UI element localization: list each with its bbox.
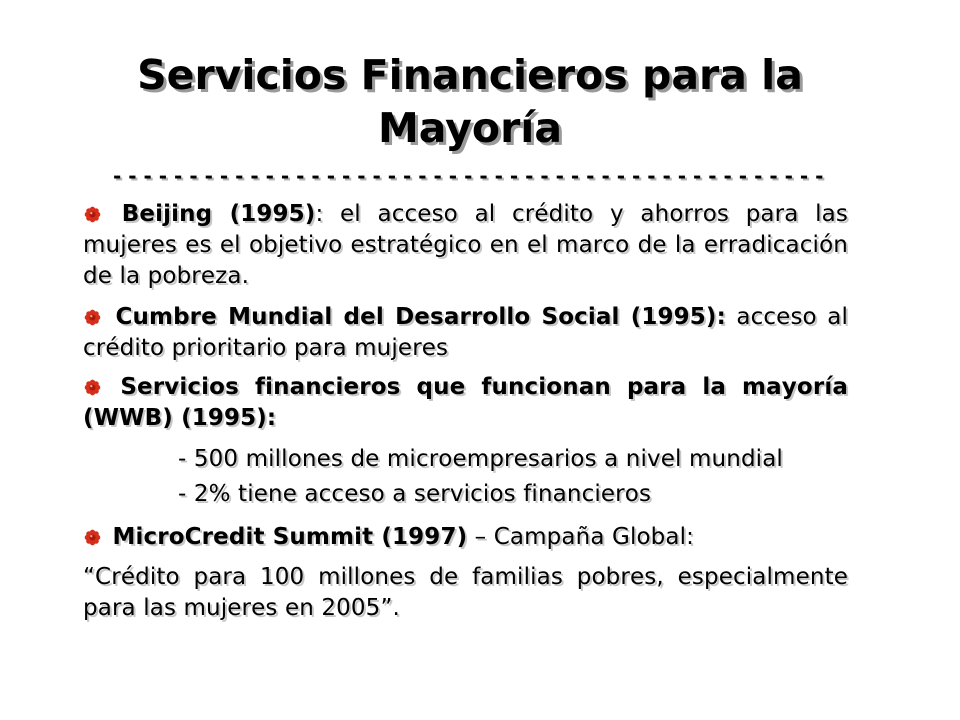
campaign-quote: “Crédito para 100 millones de familias pobres, especialmente para las mujeres en 2005”. [83,564,848,621]
flower-bullet-icon [84,529,101,546]
bullet-item [83,372,848,434]
bullet-heading: Beijing (1995) [121,201,316,227]
flower-bullet-icon [84,379,101,396]
flower-bullet-icon [84,206,101,223]
bullet-heading: Servicios financieros que funcionan para la mayoría (WWB) (1995): [83,374,848,431]
bullet-item [83,302,848,364]
slide-body [83,199,848,624]
bullet-text: acceso al crédito prioritario para mujeres [83,304,848,361]
bullet-text: : el acceso al crédito y ahorros para las mujeres es el objetivo estratégico en el marco de la erradicación de la pobreza. [83,201,849,289]
bullet-item [83,522,848,553]
slide-title: Servicios Financieros para la Mayoría [137,51,803,152]
bullet-item [83,199,848,292]
flower-bullet-icon [84,309,101,326]
bullet-heading: Cumbre Mundial del Desarrollo Social (1995): [115,304,726,330]
title-divider: - - - - - - - - - - - - - - - - - - - - - - - - - - - - - - - - - - - - - - - - - - - - - - - [113,164,824,188]
bullet-heading: MicroCredit Summit (1997) [112,524,468,550]
bullet-text: – Campaña Global: [467,524,695,550]
sub-item: - 2% tiene acceso a servicios financieros [178,481,652,507]
sub-item: - 500 millones de microempresarios a nivel mundial [178,446,783,472]
